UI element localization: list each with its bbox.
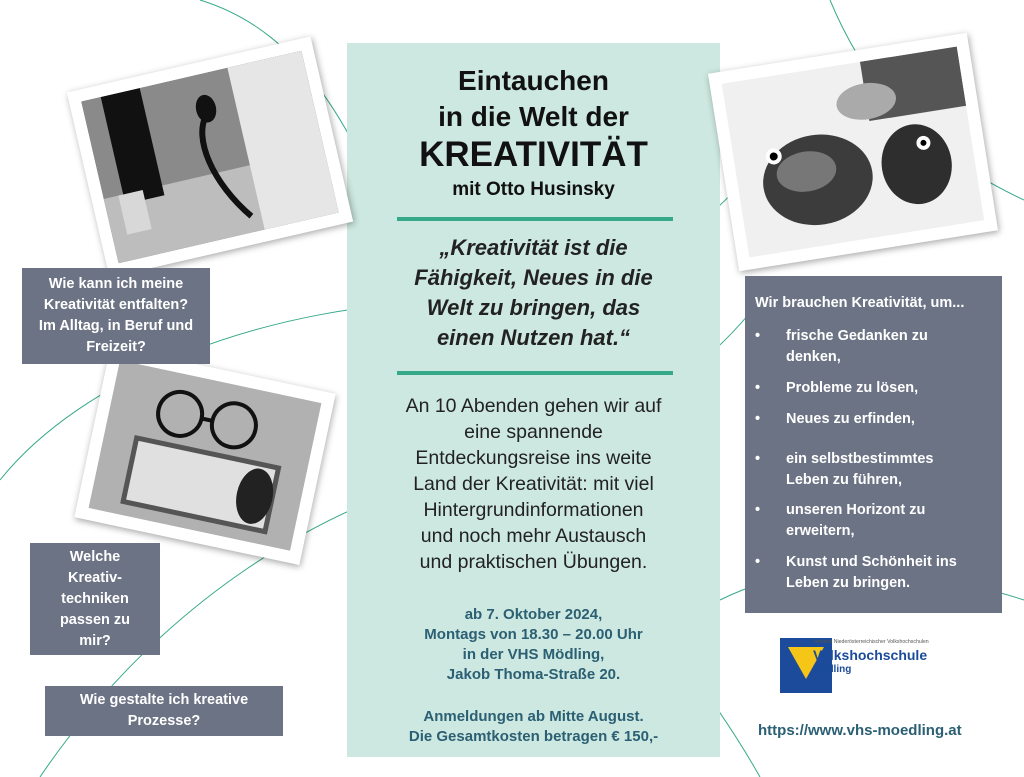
address-line: Jakob Thoma-Straße 20. xyxy=(446,666,621,683)
reason-line: Kunst und Schönheit ins xyxy=(786,554,957,570)
title-line-2: in die Welt der xyxy=(438,101,629,132)
title-line-3: KREATIVITÄT xyxy=(419,135,648,174)
bullet-icon: • xyxy=(755,328,761,344)
divider-bottom xyxy=(397,371,673,375)
website-link[interactable]: https://www.vhs-moedling.at xyxy=(758,722,962,739)
question-line: mir? xyxy=(79,633,111,649)
quote-line: Fähigkeit, Neues in die xyxy=(414,265,653,290)
bullet-icon: • xyxy=(755,502,761,518)
venue-line: in der VHS Mödling, xyxy=(462,646,605,663)
body-line: Land der Kreativität: mit viel xyxy=(413,473,654,495)
reason-item xyxy=(786,500,925,542)
body-line: Hintergrundinformationen xyxy=(423,499,644,521)
reason-line: unseren Horizont zu xyxy=(786,502,926,518)
divider-top xyxy=(397,217,673,221)
reason-line: Leben zu führen, xyxy=(786,472,902,488)
question-line: techniken xyxy=(61,591,129,607)
question-box-1 xyxy=(22,268,210,364)
reason-item xyxy=(786,409,915,430)
reason-line: ein selbstbestimmtes xyxy=(786,451,934,467)
question-line: Prozesse? xyxy=(127,713,201,729)
reason-line: denken, xyxy=(786,349,841,365)
bullet-icon: • xyxy=(755,380,761,396)
logo-name: Volkshochschule xyxy=(813,647,928,663)
price-line: Die Gesamtkosten betragen € 150,- xyxy=(408,728,659,745)
bullet-icon: • xyxy=(755,554,761,570)
quote-line: einen Nutzen hat.“ xyxy=(436,325,631,350)
reason-item xyxy=(786,326,928,368)
reasons-title: Wir brauchen Kreativität, um... xyxy=(755,295,965,311)
photo-stone-birds xyxy=(708,33,998,272)
logo-place: Mödling xyxy=(813,664,852,675)
question-box-2 xyxy=(30,543,160,655)
reason-line: Leben zu bringen. xyxy=(786,575,911,591)
question-line: Wie kann ich meine xyxy=(48,276,184,292)
reason-item xyxy=(786,552,957,594)
body-line: und praktischen Übungen. xyxy=(419,551,648,573)
logo-association: Verband Niederösterreichischer Volkshochschulen xyxy=(813,639,929,645)
date-line: ab 7. Oktober 2024, xyxy=(464,606,603,623)
registration-line: Anmeldungen ab Mitte August. xyxy=(423,708,644,725)
photo-shadow-figure xyxy=(67,36,353,277)
question-box-3 xyxy=(45,686,283,736)
reason-line: Probleme zu lösen, xyxy=(786,380,919,396)
reason-item xyxy=(786,378,918,399)
quote-line: Welt zu bringen, das xyxy=(426,295,641,320)
body-line: eine spannende xyxy=(464,421,603,443)
question-line: Welche xyxy=(69,549,121,565)
bullet-icon: • xyxy=(755,451,761,467)
body-line: Entdeckungsreise ins weite xyxy=(415,447,652,469)
reason-line: erweitern, xyxy=(786,523,855,539)
reason-item xyxy=(786,449,933,491)
question-line: passen zu xyxy=(59,612,131,628)
photo-glasses-book xyxy=(74,346,335,565)
question-line: Wie gestalte ich kreative xyxy=(79,692,249,708)
quote-line: „Kreativität ist die xyxy=(439,235,628,260)
question-line: Kreativität entfalten? xyxy=(43,297,189,313)
center-panel xyxy=(347,43,720,757)
bullet-icon: • xyxy=(755,411,761,427)
reason-line: frische Gedanken zu xyxy=(786,328,928,344)
subtitle: mit Otto Husinsky xyxy=(452,179,615,200)
question-line: Kreativ- xyxy=(68,570,122,586)
body-line: und noch mehr Austausch xyxy=(420,525,647,547)
question-line: Im Alltag, in Beruf und xyxy=(38,318,194,334)
title-line-1: Eintauchen xyxy=(458,65,609,96)
question-line: Freizeit? xyxy=(86,339,146,355)
reason-line: Neues zu erfinden, xyxy=(786,411,915,427)
time-line: Montags von 18.30 – 20.00 Uhr xyxy=(424,626,643,643)
body-line: An 10 Abenden gehen wir auf xyxy=(405,395,662,417)
reasons-box xyxy=(745,276,1002,613)
